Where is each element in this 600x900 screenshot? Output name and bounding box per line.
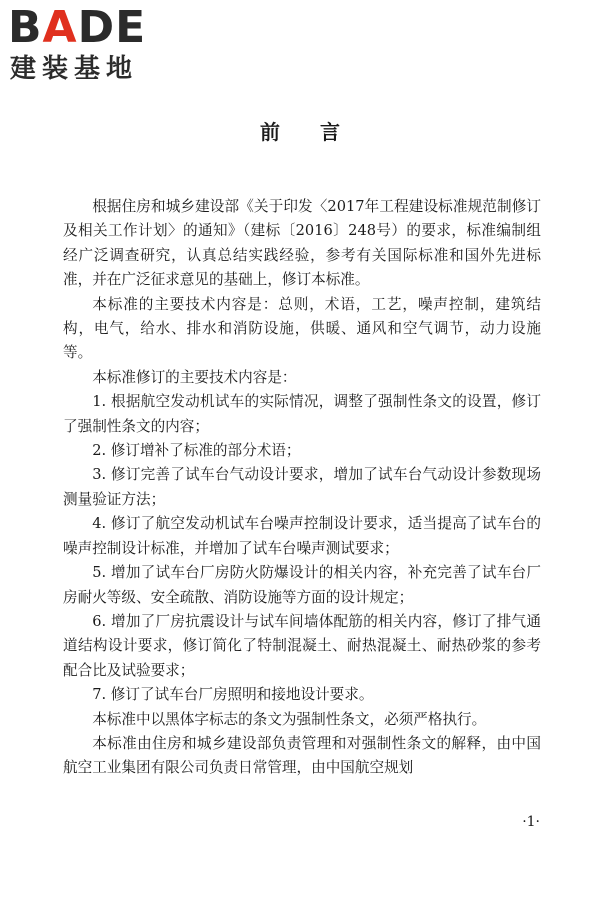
paragraph-management: 本标准由住房和城乡建设部负责管理和对强制性条文的解释，由中国航空工业集团有限公司负责日常管理，由中国航空规划 — [63, 734, 541, 777]
page-number: ·1· — [522, 814, 540, 830]
list-item-revision-1: 1. 根据航空发动机试车的实际情况，调整了强制性条文的设置，修订了强制性条文的内容； — [63, 393, 541, 435]
page-title: 前言 — [260, 120, 380, 144]
list-item-revision-6: 6. 增加了厂房抗震设计与试车间墙体配筋的相关内容，修订了排气通道结构设计要求，修订简化了特制混凝土、耐热混凝土、耐热砂浆的参考配合比及试验要求； — [63, 612, 541, 679]
list-item-revision-4: 4. 修订了航空发动机试车台噪声控制设计要求，适当提高了试车台的噪声控制设计标准，并增加了试车台噪声测试要求； — [63, 515, 541, 557]
list-item-revision-3: 3. 修订完善了试车台气动设计要求，增加了试车台气动设计参数现场测量验证方法； — [63, 466, 541, 508]
list-item-revision-5: 5. 增加了试车台厂房防火防爆设计的相关内容，补充完善了试车台厂房耐火等级、安全疏散、消防设施等方面的设计规定； — [63, 564, 541, 606]
document-body — [63, 195, 541, 781]
logo-letter-a: A — [42, 2, 78, 53]
bade-logo — [8, 4, 178, 86]
logo-letter-b: B — [8, 2, 43, 53]
logo-letters-de: DE — [77, 2, 147, 53]
list-item-revision-7: 7. 修订了试车台厂房照明和接地设计要求。 — [92, 686, 374, 704]
list-item-revision-2: 2. 修订增补了标准的部分术语； — [92, 442, 301, 460]
paragraph-revision-heading: 本标准修订的主要技术内容是： — [92, 368, 297, 386]
paragraph-intro: 根据住房和城乡建设部《关于印发〈2017年工程建设标准规范制修订及相关工作计划〉的通知》（建标〔2016〕248号）的要求，标准编制组经广泛调查研究，认真总结实践经验，参考有关国际标准和国外先进标准，并在广泛征求意见的基础上，修订本标准。 — [63, 198, 541, 289]
paragraph-mandatory-note: 本标准中以黑体字标志的条文为强制性条文，必须严格执行。 — [92, 710, 487, 728]
paragraph-main-content: 本标准的主要技术内容是：总则，术语，工艺，噪声控制，建筑结构，电气，给水、排水和消防设施，供暖、通风和空气调节，动力设施等。 — [63, 295, 541, 362]
logo-wordmark — [8, 4, 146, 52]
logo-subtitle: 建装基地 — [10, 54, 139, 84]
